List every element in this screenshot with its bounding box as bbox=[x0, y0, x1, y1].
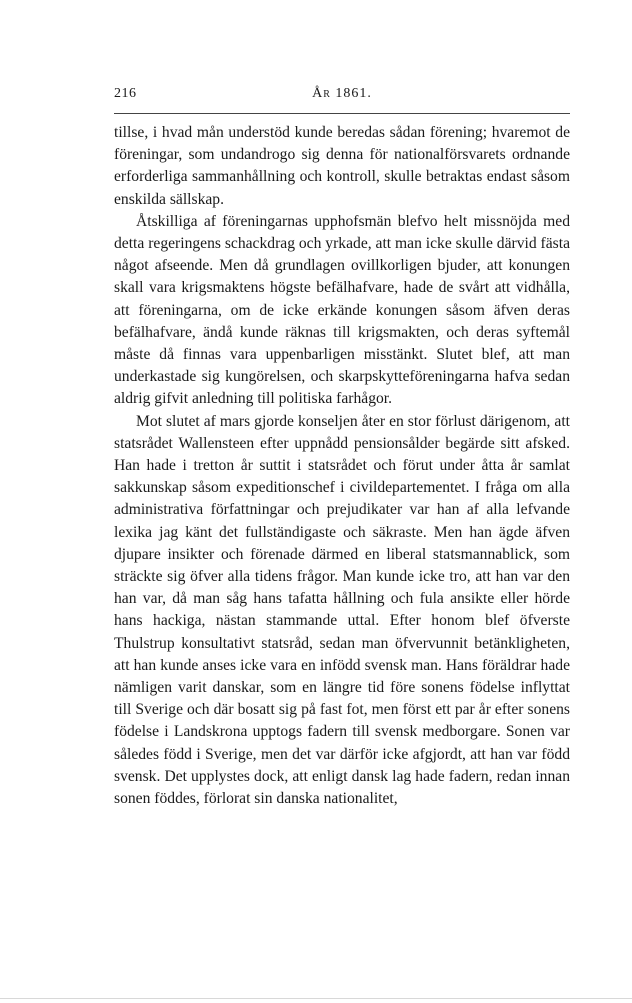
page-edge-line bbox=[0, 998, 632, 999]
running-head: År 1861. bbox=[312, 86, 372, 101]
paragraph-continuation: tillse, i hvad mån understöd kunde beredas sådan förening; hvaremot de föreningar, som undandrogo sig denna för nationalförsvarets ordnande erforderliga sammanhållning och kontroll, skulle betraktas endast såsom enskilda sällskap. bbox=[114, 124, 570, 208]
body-text bbox=[114, 122, 570, 810]
paragraph: Åtskilliga af föreningarnas upphofsmän blefvo helt missnöjda med detta regeringens schackdrag och yrkade, att man icke skulle därvid fästa något afseende. Men då grundlagen ovillkorligen bjuder, att konungen skall vara krigsmaktens högste befälhafvare, hade de svårt att vidhålla, att föreningarna, om de icke erkände konungen såsom äfven deras befälhafvare, ändå kunde räknas till krigsmakten, och deras syftemål måste då finnas vara uppenbarligen misstänkt. Slutet blef, att man underkastade sig kungörelsen, och skarpskytteföreningarna hafva sedan aldrig gifvit anledning till politiska farhågor. bbox=[114, 212, 570, 408]
page-number: 216 bbox=[114, 86, 137, 101]
paragraph: Mot slutet af mars gjorde konseljen åter en stor förlust därigenom, att statsrådet Wallensteen efter uppnådd pensionsålder begärde sitt afsked. Han hade i tretton år suttit i statsrådet och förut under åtta år samlat sakkunskap såsom expeditionschef i civildepartementet. I fråga om alla administrativa författningar och prejudikater var han af alla lefvande lexika jag känt det fullständigaste och säkraste. Men han ägde äfven djupare insikter och förenade därmed en liberal statsmannablick, som sträckte sig öfver alla tidens frågor. Man kunde icke tro, att han var den han var, då man såg hans tafatta hållning och fula ansikte eller hörde hans hackiga, nästan stammande uttal. Efter honom blef öfverste Thulstrup konsultativt statsråd, sedan man öfvervunnit betänkligheten, att han kunde anses icke vara en infödd svensk man. Hans föräldrar hade nämligen varit danskar, som en längre tid före sonens födelse inflyttat till Sverige och där bosatt sig på fast fot, men först ett par år efter sonens födelse i Landskrona upptogs fadern till svensk medborgare. Sonen var således född i Sverige, men det var därför icke afgjordt, att han var född svensk. Det upplystes dock, att enligt dansk lag hade fadern, redan innan sonen föddes, förlorat sin danska nationalitet, bbox=[114, 412, 570, 808]
page-header bbox=[114, 86, 570, 106]
header-rule bbox=[114, 113, 570, 114]
